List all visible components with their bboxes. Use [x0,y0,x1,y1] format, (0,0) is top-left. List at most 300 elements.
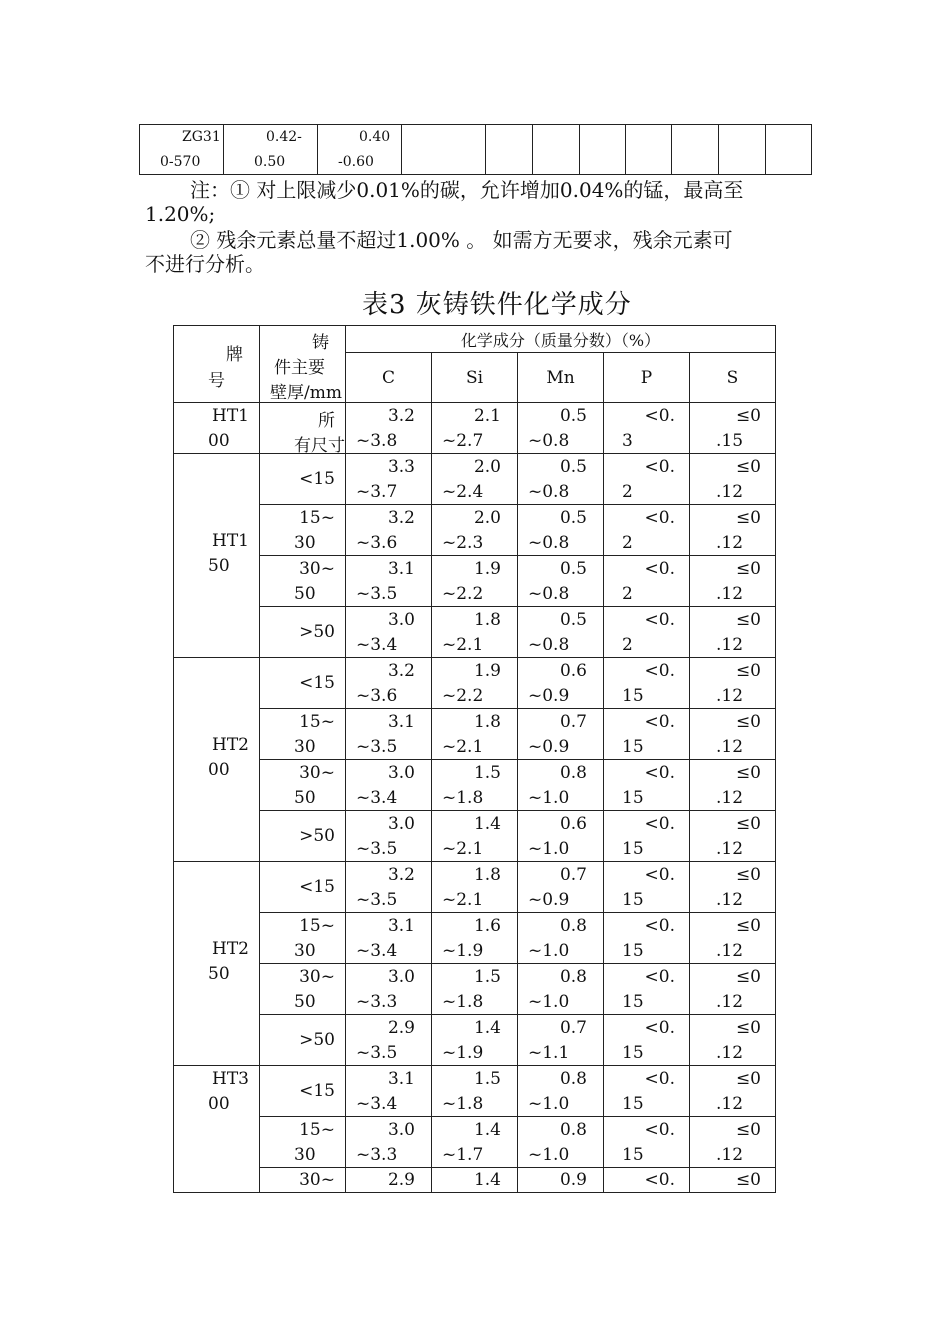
p-line2: 2 [622,634,633,655]
fragment-c-line2: 0.50 [254,154,286,170]
p-line1: <0. [644,1068,675,1089]
s-line2: .12 [716,889,744,910]
header-mn: Mn [518,353,604,403]
c-line2: ~3.5 [356,583,398,604]
thickness-line1: 所 [318,410,335,431]
s-line2: .12 [716,991,744,1012]
mn-cell [518,760,604,811]
p-cell [604,862,690,913]
s-line1: ≤0 [735,609,761,630]
p-cell [604,1168,690,1193]
mn-cell [518,658,604,709]
table-row [174,1066,776,1117]
s-cell [690,658,776,709]
c-cell [346,913,432,964]
si-cell [432,556,518,607]
p-line2: 15 [622,940,644,961]
thickness-cell [260,811,346,862]
thickness-line2: 30 [294,940,316,961]
s-cell [690,454,776,505]
grade-line1: HT1 [212,530,249,551]
p-line2: 15 [622,889,644,910]
c-line1: 3.0 [387,762,415,783]
c-line2: ~3.6 [356,532,398,553]
table-row [174,556,776,607]
c-cell [346,1117,432,1168]
si-cell [432,1117,518,1168]
fragment-c-line1: 0.42- [266,129,302,145]
p-cell [604,454,690,505]
c-cell [346,556,432,607]
p-line2: 15 [622,991,644,1012]
thickness-line1: 30~ [299,966,335,987]
grade-cell [174,403,260,454]
fragment-empty-cell [533,125,580,174]
mn-line1: 0.7 [559,1017,587,1038]
c-cell [346,964,432,1015]
c-line2: ~3.5 [356,889,398,910]
mn-line2: ~1.0 [528,1144,570,1165]
mn-cell [518,454,604,505]
s-line2: .12 [716,1042,744,1063]
c-line1: 3.0 [387,1119,415,1140]
s-line2: .12 [716,940,744,961]
mn-cell [518,403,604,454]
header-s: S [690,353,776,403]
mn-line1: 0.5 [559,609,587,630]
mn-cell [518,862,604,913]
si-line2: ~2.7 [442,430,484,451]
mn-line2: ~1.0 [528,838,570,859]
p-cell [604,760,690,811]
p-line1: <0. [644,966,675,987]
mn-line2: ~1.0 [528,940,570,961]
si-line2: ~1.8 [442,787,484,808]
c-line1: 3.3 [387,456,415,477]
thickness-line1: 15~ [299,711,335,732]
c-line2: ~3.3 [356,991,398,1012]
p-cell [604,505,690,556]
c-cell [346,505,432,556]
c-cell [346,607,432,658]
table-row [174,709,776,760]
grade-line1: HT3 [212,1068,249,1089]
si-line2: ~2.1 [442,889,484,910]
thickness-cell [260,760,346,811]
s-line2: .12 [716,481,744,502]
c-cell [346,1066,432,1117]
mn-line2: ~0.8 [528,532,570,553]
thickness-line2: 50 [294,991,316,1012]
mn-line2: ~0.8 [528,634,570,655]
fragment-empty-cell [719,125,766,174]
mn-line2: ~0.8 [528,481,570,502]
c-cell [346,760,432,811]
mn-line1: 0.5 [559,456,587,477]
mn-cell [518,607,604,658]
c-line1: 3.2 [387,864,415,885]
p-line2: 2 [622,481,633,502]
c-line2: ~3.3 [356,1144,398,1165]
si-line2: ~1.8 [442,991,484,1012]
thickness-cell [260,607,346,658]
p-cell [604,1117,690,1168]
p-cell [604,556,690,607]
mn-line2: ~0.9 [528,685,570,706]
s-line1: ≤0 [735,558,761,579]
si-cell [432,862,518,913]
grade-line1: HT1 [212,405,249,426]
fragment-empty-cell [486,125,533,174]
fragment-grade-line1: ZG31 [182,129,221,145]
thickness-value: >50 [299,1029,335,1050]
mn-line2: ~0.8 [528,430,570,451]
c-cell [346,862,432,913]
note-1-line1: 注：① 对上限减少0.01%的碳，允许增加0.04%的锰，最高至 [190,178,744,202]
thickness-line2: 30 [294,532,316,553]
header-si: Si [432,353,518,403]
mn-line2: ~1.1 [528,1042,570,1063]
s-line1: ≤0 [735,1017,761,1038]
p-line1: <0. [644,1169,675,1190]
si-cell [432,1168,518,1193]
c-line1: 2.9 [387,1017,415,1038]
thickness-value: <15 [299,1080,335,1101]
p-cell [604,607,690,658]
table-row [174,1168,776,1193]
si-cell [432,454,518,505]
si-line1: 1.4 [473,813,501,834]
thickness-line1: 15~ [299,915,335,936]
p-line2: 15 [622,1042,644,1063]
p-line1: <0. [644,711,675,732]
mn-line1: 0.6 [559,660,587,681]
note-2-line2: 不进行分析。 [145,252,265,276]
p-line1: <0. [644,813,675,834]
thickness-cell [260,964,346,1015]
fragment-mn-line1: 0.40 [359,129,391,145]
thickness-line1: 15~ [299,1119,335,1140]
p-cell [604,709,690,760]
si-line1: 2.1 [473,405,501,426]
table-row [174,1015,776,1066]
grade-cell [174,658,260,862]
mn-line2: ~0.8 [528,583,570,604]
mn-cell [518,811,604,862]
s-cell [690,1015,776,1066]
p-line2: 15 [622,685,644,706]
c-line2: ~3.8 [356,430,398,451]
p-cell [604,811,690,862]
fragment-empty-cell [672,125,719,174]
header-grade-line2: 号 [208,371,225,391]
si-cell [432,1015,518,1066]
table-row [174,913,776,964]
p-line2: 2 [622,583,633,604]
header-c: C [346,353,432,403]
thickness-line1: 30~ [299,558,335,579]
grade-line2: 00 [208,759,230,780]
si-line2: ~2.1 [442,736,484,757]
p-cell [604,1015,690,1066]
note-1-line2: 1.20%; [145,202,216,226]
s-line1: ≤0 [735,864,761,885]
thickness-value: >50 [299,621,335,642]
thickness-cell [260,709,346,760]
grade-line2: 00 [208,1093,230,1114]
s-line2: .12 [716,634,744,655]
grade-cell [174,1066,260,1193]
c-line2: ~3.7 [356,481,398,502]
header-grade-line1: 牌 [226,345,243,365]
si-line2: ~2.1 [442,634,484,655]
c-line2: ~3.4 [356,940,398,961]
si-line1: 1.4 [473,1017,501,1038]
thickness-cell [260,556,346,607]
si-cell [432,505,518,556]
si-cell [432,913,518,964]
c-line1: 3.1 [387,558,415,579]
s-line1: ≤0 [735,1068,761,1089]
si-cell [432,811,518,862]
c-line2: ~3.5 [356,736,398,757]
thickness-line2: 有尺寸 [294,435,345,456]
p-line2: 2 [622,532,633,553]
s-line1: ≤0 [735,711,761,732]
p-line1: <0. [644,864,675,885]
thickness-line2: 30 [294,1144,316,1165]
si-line2: ~1.9 [442,940,484,961]
s-cell [690,403,776,454]
p-line1: <0. [644,762,675,783]
si-line2: ~1.7 [442,1144,484,1165]
header-composition: 化学成分（质量分数）（%） [346,326,776,353]
si-cell [432,607,518,658]
thickness-cell [260,454,346,505]
mn-cell [518,556,604,607]
c-line1: 3.0 [387,966,415,987]
s-cell [690,607,776,658]
chem-composition-table [173,325,776,1193]
si-line1: 1.9 [473,558,501,579]
p-cell [604,964,690,1015]
p-line1: <0. [644,1119,675,1140]
si-line2: ~1.8 [442,1093,484,1114]
s-line2: .12 [716,583,744,604]
mn-line1: 0.5 [559,507,587,528]
c-line2: ~3.6 [356,685,398,706]
thickness-line2: 50 [294,583,316,604]
c-line1: 2.9 [387,1169,415,1190]
si-line1: 1.8 [473,864,501,885]
fragment-empty-cell [402,125,486,174]
s-line2: .12 [716,532,744,553]
table-row [174,964,776,1015]
header-thickness [260,326,346,403]
table-row [174,1117,776,1168]
fragment-c-cell [224,125,318,174]
fragment-grade-cell [140,125,224,174]
c-line2: ~3.5 [356,838,398,859]
c-line1: 3.2 [387,660,415,681]
mn-line1: 0.8 [559,762,587,783]
c-cell [346,403,432,454]
p-line1: <0. [644,609,675,630]
p-cell [604,403,690,454]
p-line1: <0. [644,405,675,426]
fragment-mn-line2: -0.60 [338,154,374,170]
si-cell [432,403,518,454]
s-line2: .12 [716,1093,744,1114]
c-line1: 3.2 [387,507,415,528]
thickness-value: <15 [299,876,335,897]
grade-line2: 00 [208,430,230,451]
mn-line1: 0.7 [559,864,587,885]
s-cell [690,1066,776,1117]
s-line1: ≤0 [735,1169,761,1190]
thickness-line1: 15~ [299,507,335,528]
s-cell [690,1168,776,1193]
thickness-value: <15 [299,672,335,693]
si-line2: ~1.9 [442,1042,484,1063]
si-cell [432,658,518,709]
si-line1: 1.9 [473,660,501,681]
si-line1: 1.5 [473,762,501,783]
header-grade [174,326,260,403]
c-cell [346,454,432,505]
mn-line1: 0.5 [559,405,587,426]
mn-line1: 0.7 [559,711,587,732]
thickness-cell [260,1066,346,1117]
c-line2: ~3.5 [356,1042,398,1063]
s-line2: .15 [716,430,744,451]
mn-line2: ~0.9 [528,889,570,910]
p-line2: 15 [622,1093,644,1114]
mn-line2: ~1.0 [528,1093,570,1114]
p-line1: <0. [644,915,675,936]
p-line1: <0. [644,507,675,528]
c-cell [346,658,432,709]
s-line1: ≤0 [735,660,761,681]
fragment-mn-cell [318,125,402,174]
s-line2: .12 [716,787,744,808]
mn-cell [518,505,604,556]
grade-line1: HT2 [212,734,249,755]
si-line1: 2.0 [473,456,501,477]
s-cell [690,811,776,862]
c-cell [346,811,432,862]
si-line1: 1.8 [473,609,501,630]
c-line1: 3.0 [387,813,415,834]
si-line2: ~2.2 [442,583,484,604]
si-line2: ~2.4 [442,481,484,502]
s-cell [690,862,776,913]
table-row [174,862,776,913]
thickness-line2: 30 [294,736,316,757]
thickness-line1: 30~ [299,1169,335,1190]
p-line2: 15 [622,838,644,859]
thickness-cell [260,403,346,454]
grade-line2: 50 [208,555,230,576]
mn-cell [518,1168,604,1193]
si-line2: ~2.3 [442,532,484,553]
si-cell [432,964,518,1015]
c-line1: 3.1 [387,915,415,936]
s-line1: ≤0 [735,762,761,783]
mn-line1: 0.6 [559,813,587,834]
header-thickness-line2: 件主要 [274,358,325,378]
p-line2: 15 [622,736,644,757]
si-line1: 1.5 [473,1068,501,1089]
c-cell [346,1168,432,1193]
c-cell [346,1015,432,1066]
si-cell [432,1066,518,1117]
thickness-cell [260,1015,346,1066]
p-line1: <0. [644,660,675,681]
thickness-cell [260,505,346,556]
table-row [174,658,776,709]
note-2-line1: ② 残余元素总量不超过1.00% 。 如需方无要求，残余元素可 [190,228,733,252]
p-cell [604,913,690,964]
p-cell [604,658,690,709]
mn-cell [518,964,604,1015]
s-cell [690,760,776,811]
p-line2: 15 [622,1144,644,1165]
fragment-empty-cell [580,125,626,174]
p-line1: <0. [644,558,675,579]
table-title: 表3 灰铸铁件化学成分 [362,290,632,320]
thickness-value: >50 [299,825,335,846]
p-line1: <0. [644,456,675,477]
header-thickness-line3: 壁厚/mm [270,383,342,403]
si-cell [432,709,518,760]
grade-cell [174,454,260,658]
thickness-line2: 50 [294,787,316,808]
s-line2: .12 [716,685,744,706]
thickness-cell [260,913,346,964]
si-line2: ~2.2 [442,685,484,706]
fragment-table [139,124,812,175]
table-row [174,403,776,454]
s-cell [690,964,776,1015]
p-line2: 15 [622,787,644,808]
header-thickness-line1: 铸 [312,333,329,353]
mn-line1: 0.8 [559,1068,587,1089]
c-cell [346,709,432,760]
thickness-value: <15 [299,468,335,489]
fragment-grade-line2: 0-570 [160,154,201,170]
s-line2: .12 [716,1144,744,1165]
s-cell [690,1117,776,1168]
c-line1: 3.1 [387,1068,415,1089]
c-line1: 3.0 [387,609,415,630]
s-cell [690,556,776,607]
mn-cell [518,913,604,964]
s-cell [690,709,776,760]
s-line1: ≤0 [735,813,761,834]
s-line1: ≤0 [735,456,761,477]
mn-cell [518,1015,604,1066]
thickness-cell [260,1168,346,1193]
table-row [174,811,776,862]
s-line1: ≤0 [735,405,761,426]
mn-cell [518,1066,604,1117]
mn-line2: ~1.0 [528,991,570,1012]
s-line2: .12 [716,838,744,859]
si-cell [432,760,518,811]
p-line2: 3 [622,430,633,451]
s-cell [690,505,776,556]
